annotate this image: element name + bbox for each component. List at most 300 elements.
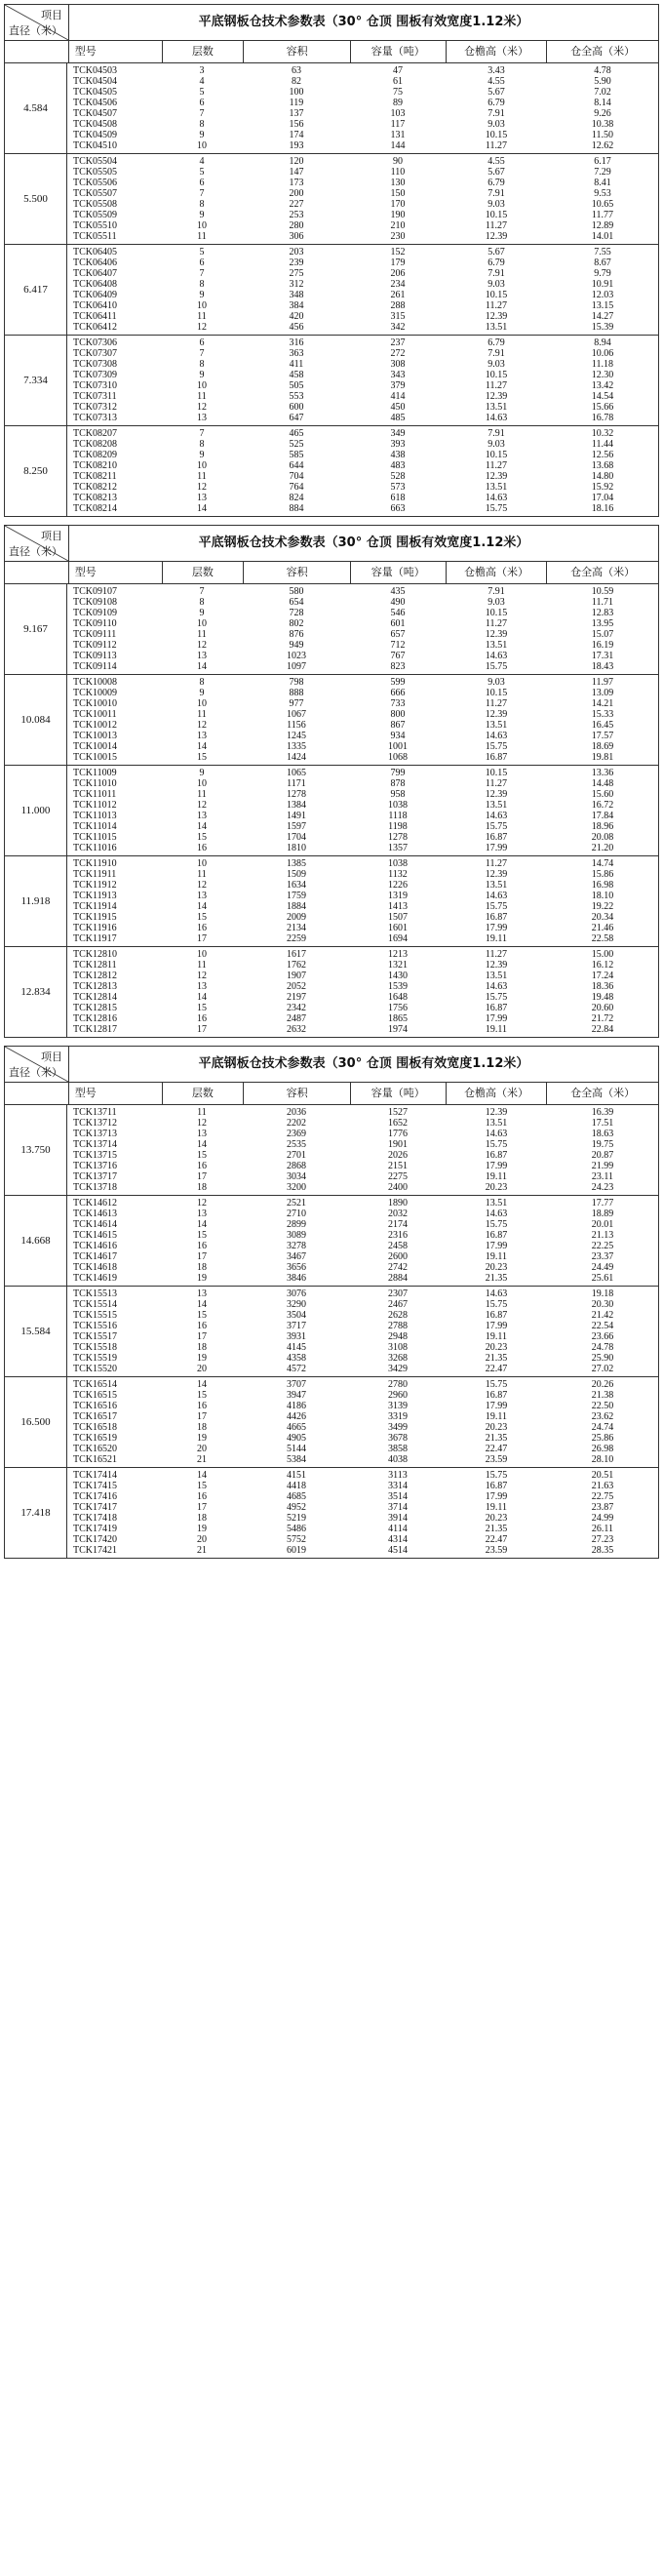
table-cell: 1539: [388, 981, 408, 992]
table-cell: 19: [197, 1524, 207, 1534]
table-cell: 1907: [287, 971, 306, 981]
table-cell: 958: [390, 789, 406, 800]
table-cell: TCK11011: [73, 789, 117, 800]
table-cell: 13: [197, 731, 207, 741]
table-cell: 3467: [287, 1251, 306, 1262]
diameter-group: [5, 856, 658, 947]
table-row: [67, 843, 658, 853]
table-cell: 934: [390, 731, 406, 741]
table-cell: 15: [197, 1150, 207, 1161]
table-cell: 19.11: [485, 1024, 508, 1035]
table-cell: 9: [199, 608, 205, 618]
table-cell: 14.63: [485, 981, 508, 992]
table-cell: 10.59: [591, 586, 614, 597]
table-cell: 14: [197, 661, 207, 672]
table-cell: 5: [199, 87, 205, 98]
diameter-value: 8.250: [5, 426, 67, 516]
table-cell: 977: [289, 698, 304, 709]
table-cell: 1038: [388, 800, 408, 811]
table-header: [5, 526, 658, 562]
table-cell: 20.08: [591, 832, 614, 843]
table-cell: TCK08208: [73, 439, 117, 450]
table-cell: 19.11: [485, 1331, 508, 1342]
table-cell: TCK17418: [73, 1513, 117, 1524]
table-cell: 17: [197, 1331, 207, 1342]
table-cell: 120: [289, 156, 304, 167]
table-cell: 20.34: [591, 912, 614, 923]
table-cell: 438: [390, 450, 406, 460]
column-header: 仓全高（米）: [570, 1087, 636, 1099]
table-cell: 2742: [388, 1262, 408, 1273]
table-cell: 1652: [388, 1118, 408, 1129]
group-rows: [67, 1105, 658, 1195]
table-cell: 8.94: [594, 337, 611, 348]
table-cell: 704: [289, 471, 304, 482]
table-cell: 12.39: [485, 629, 508, 640]
table-cell: 200: [289, 188, 304, 199]
table-cell: 10.15: [485, 130, 508, 140]
table-cell: 9.03: [488, 119, 505, 130]
table-row: [67, 1454, 658, 1465]
table-cell: 18: [197, 1342, 207, 1353]
table-cell: 728: [289, 608, 304, 618]
table-cell: 23.87: [591, 1502, 614, 1513]
table-row: [67, 1401, 658, 1411]
table-cell: 3499: [388, 1422, 408, 1433]
table-cell: 10.06: [591, 348, 614, 359]
table-cell: TCK08211: [73, 471, 117, 482]
table-row: [67, 597, 658, 608]
table-cell: 12.39: [485, 1107, 508, 1118]
table-row: [67, 167, 658, 178]
table-cell: 3278: [287, 1241, 306, 1251]
table-cell: 3714: [388, 1502, 408, 1513]
table-cell: 24.99: [591, 1513, 614, 1524]
table-cell: 11.27: [485, 698, 508, 709]
table-cell: 5144: [287, 1444, 306, 1454]
table-row: [67, 482, 658, 493]
table-cell: 14: [197, 1299, 207, 1310]
table-cell: 15.92: [591, 482, 614, 493]
table-cell: 11: [197, 311, 207, 322]
table-row: [67, 76, 658, 87]
table-cell: 12.39: [485, 231, 508, 242]
table-cell: TCK05510: [73, 220, 117, 231]
table-row: [67, 337, 658, 348]
table-cell: 20.30: [591, 1299, 614, 1310]
table-cell: 230: [390, 231, 406, 242]
table-row: [67, 87, 658, 98]
table-cell: TCK16517: [73, 1411, 117, 1422]
table-cell: 12.56: [591, 450, 614, 460]
table-cell: TCK17414: [73, 1470, 117, 1481]
table-cell: 12.39: [485, 869, 508, 880]
table-cell: 316: [289, 337, 304, 348]
table-cell: 10: [197, 300, 207, 311]
table-cell: 666: [390, 688, 406, 698]
table-cell: 24.74: [591, 1422, 614, 1433]
table-cell: 13.51: [485, 1198, 508, 1209]
table-cell: 11.44: [591, 439, 614, 450]
table-cell: TCK12816: [73, 1013, 117, 1024]
table-cell: 16: [197, 923, 207, 933]
table-cell: 10.15: [485, 370, 508, 380]
table-cell: 14.63: [485, 493, 508, 503]
table-cell: TCK08207: [73, 428, 117, 439]
table-cell: 1413: [388, 901, 408, 912]
table-cell: 1597: [287, 821, 306, 832]
diameter-value: 11.000: [5, 766, 67, 855]
table-row: [67, 1491, 658, 1502]
table-cell: 1776: [388, 1129, 408, 1139]
table-cell: 14.63: [485, 1288, 508, 1299]
group-rows: [67, 63, 658, 153]
table-cell: 16.87: [485, 752, 508, 763]
table-cell: 21.13: [591, 1230, 614, 1241]
table-row: [67, 1299, 658, 1310]
column-header-row: [5, 41, 658, 63]
table-cell: 16.87: [485, 1310, 508, 1321]
table-cell: 308: [390, 359, 406, 370]
table-cell: 6: [199, 98, 205, 108]
table-cell: 147: [289, 167, 304, 178]
table-cell: 2628: [388, 1310, 408, 1321]
diameter-value: 9.167: [5, 584, 67, 674]
table-cell: TCK10011: [73, 709, 117, 720]
table-cell: 7.91: [488, 586, 505, 597]
table-cell: 9.03: [488, 677, 505, 688]
column-header: 仓檐高（米）: [447, 1083, 548, 1104]
table-cell: TCK07311: [73, 391, 117, 402]
table-cell: 7: [199, 586, 205, 597]
table-cell: 306: [289, 231, 304, 242]
table-row: [67, 1444, 658, 1454]
table-cell: 8: [199, 199, 205, 210]
table-cell: 1118: [388, 811, 408, 821]
table-cell: 14: [197, 992, 207, 1003]
table-cell: 8: [199, 119, 205, 130]
table-cell: 19.11: [485, 1251, 508, 1262]
table-cell: 63: [292, 65, 301, 76]
column-header: 容积: [244, 1083, 351, 1104]
table-cell: 2036: [287, 1107, 306, 1118]
table-cell: 348: [289, 290, 304, 300]
column-header: 型号: [69, 1083, 163, 1104]
table-cell: 14.63: [485, 1129, 508, 1139]
table-cell: TCK04507: [73, 108, 117, 119]
table-row: [67, 1288, 658, 1299]
table-cell: 7.55: [594, 247, 611, 258]
table-cell: 490: [390, 597, 406, 608]
table-row: [67, 901, 658, 912]
table-cell: 1491: [287, 811, 306, 821]
table-cell: 15: [197, 912, 207, 923]
table-cell: 21.35: [485, 1353, 508, 1364]
table-row: [67, 156, 658, 167]
table-cell: 312: [289, 279, 304, 290]
table-cell: TCK11917: [73, 933, 117, 944]
table-cell: 20.23: [485, 1262, 508, 1273]
table-cell: TCK09113: [73, 651, 117, 661]
table-cell: 11: [197, 960, 207, 971]
table-row: [67, 1107, 658, 1118]
table-cell: 11.18: [591, 359, 614, 370]
table-cell: 130: [390, 178, 406, 188]
table-cell: 173: [289, 178, 304, 188]
table-cell: TCK15520: [73, 1364, 117, 1374]
table-cell: 13.51: [485, 402, 508, 413]
table-row: [67, 199, 658, 210]
table-cell: 4.78: [594, 65, 611, 76]
diameter-group: [5, 947, 658, 1037]
table-cell: 16.78: [591, 413, 614, 423]
table-cell: TCK08210: [73, 460, 117, 471]
table-cell: 89: [393, 98, 403, 108]
table-cell: 21.63: [591, 1481, 614, 1491]
table-cell: TCK04510: [73, 140, 117, 151]
table-cell: 824: [289, 493, 304, 503]
table-cell: TCK10010: [73, 698, 117, 709]
table-cell: 12: [197, 720, 207, 731]
table-cell: 15: [197, 1003, 207, 1013]
corner-diameter-label: 直径（米）: [9, 546, 62, 558]
table-cell: 384: [289, 300, 304, 311]
table-cell: 2521: [287, 1198, 306, 1209]
table-cell: 11.27: [485, 300, 508, 311]
table-cell: 14: [197, 1379, 207, 1390]
corner-cell: [5, 526, 69, 561]
table-cell: TCK10008: [73, 677, 117, 688]
table-row: [67, 460, 658, 471]
column-header: 容量（吨）: [351, 41, 447, 62]
table-cell: 949: [289, 640, 304, 651]
table-cell: 21.20: [591, 843, 614, 853]
table-cell: 878: [390, 778, 406, 789]
table-cell: 15.60: [591, 789, 614, 800]
spec-table-section: [4, 1046, 659, 1559]
table-cell: 12.89: [591, 220, 614, 231]
table-cell: 10: [197, 460, 207, 471]
table-cell: 3089: [287, 1230, 306, 1241]
table-cell: 11: [197, 231, 207, 242]
table-cell: 7.29: [594, 167, 611, 178]
table-cell: TCK16518: [73, 1422, 117, 1433]
table-cell: 12.39: [485, 391, 508, 402]
table-cell: TCK10015: [73, 752, 117, 763]
corner-item-label: 项目: [41, 1051, 62, 1063]
table-cell: 15: [197, 752, 207, 763]
table-cell: 5.67: [488, 247, 505, 258]
table-cell: 10: [197, 220, 207, 231]
table-cell: 13.51: [485, 640, 508, 651]
table-cell: 20.51: [591, 1470, 614, 1481]
diameter-group: [5, 245, 658, 336]
column-header-row: [5, 562, 658, 584]
table-cell: TCK05507: [73, 188, 117, 199]
table-row: [67, 1230, 658, 1241]
table-row: [67, 1331, 658, 1342]
table-cell: 2052: [287, 981, 306, 992]
table-cell: 1321: [388, 960, 408, 971]
table-cell: 4905: [287, 1433, 306, 1444]
table-cell: TCK15514: [73, 1299, 117, 1310]
corner-diameter-label: 直径（米）: [9, 25, 62, 37]
column-header: 型号: [69, 562, 163, 583]
table-cell: 20.23: [485, 1342, 508, 1353]
table-cell: 16.87: [485, 912, 508, 923]
table-cell: 14.80: [591, 471, 614, 482]
table-cell: 23.59: [485, 1545, 508, 1556]
table-cell: 4952: [287, 1502, 306, 1513]
table-cell: 1810: [287, 843, 306, 853]
table-row: [67, 359, 658, 370]
table-cell: 11: [197, 789, 207, 800]
table-cell: 1430: [388, 971, 408, 981]
table-cell: 22.47: [485, 1444, 508, 1454]
diameter-group: [5, 1196, 658, 1287]
table-cell: TCK07306: [73, 337, 117, 348]
table-cell: 20.23: [485, 1182, 508, 1193]
table-cell: 411: [289, 359, 304, 370]
table-cell: 7.91: [488, 268, 505, 279]
table-cell: 15: [197, 1230, 207, 1241]
table-cell: 18.10: [591, 891, 614, 901]
table-cell: 12.03: [591, 290, 614, 300]
table-cell: 21.35: [485, 1273, 508, 1284]
table-row: [67, 391, 658, 402]
table-cell: 4314: [388, 1534, 408, 1545]
table-cell: 9: [199, 768, 205, 778]
table-cell: 237: [390, 337, 406, 348]
table-cell: TCK14619: [73, 1273, 117, 1284]
table-cell: 528: [390, 471, 406, 482]
table-cell: TCK16519: [73, 1433, 117, 1444]
table-row: [67, 677, 658, 688]
table-cell: TCK14613: [73, 1209, 117, 1219]
group-rows: [67, 245, 658, 335]
table-cell: TCK06409: [73, 290, 117, 300]
table-cell: 1756: [388, 1003, 408, 1013]
table-row: [67, 1171, 658, 1182]
table-cell: TCK17421: [73, 1545, 117, 1556]
table-row: [67, 1321, 658, 1331]
table-cell: 152: [390, 247, 406, 258]
table-row: [67, 1433, 658, 1444]
table-cell: 800: [390, 709, 406, 720]
table-cell: 8: [199, 359, 205, 370]
table-cell: 16.19: [591, 640, 614, 651]
table-cell: 349: [390, 428, 406, 439]
table-row: [67, 800, 658, 811]
table-cell: TCK04506: [73, 98, 117, 108]
table-cell: TCK11015: [73, 832, 117, 843]
table-row: [67, 960, 658, 971]
table-cell: TCK05509: [73, 210, 117, 220]
table-cell: TCK15519: [73, 1353, 117, 1364]
table-cell: 11: [197, 869, 207, 880]
group-rows: [67, 426, 658, 516]
table-cell: 9.03: [488, 597, 505, 608]
table-cell: 15: [197, 1481, 207, 1491]
table-cell: 8.67: [594, 258, 611, 268]
table-cell: 11.27: [485, 380, 508, 391]
table-cell: 16.12: [591, 960, 614, 971]
table-title: 平底钢板仓技术参数表（30° 仓顶 围板有效宽度1.12米）: [198, 535, 529, 550]
table-cell: 7: [199, 348, 205, 359]
table-cell: 1319: [388, 891, 408, 901]
table-row: [67, 661, 658, 672]
table-cell: 75: [393, 87, 403, 98]
table-cell: 525: [289, 439, 304, 450]
table-cell: 17: [197, 1251, 207, 1262]
table-cell: 867: [390, 720, 406, 731]
table-cell: TCK16515: [73, 1390, 117, 1401]
table-row: [67, 741, 658, 752]
table-cell: 4426: [287, 1411, 306, 1422]
table-cell: 16: [197, 1161, 207, 1171]
table-row: [67, 1241, 658, 1251]
table-cell: 2342: [287, 1003, 306, 1013]
table-cell: TCK16521: [73, 1454, 117, 1465]
column-header: 仓全高（米）: [570, 45, 636, 58]
table-cell: TCK06405: [73, 247, 117, 258]
table-cell: 3108: [388, 1342, 408, 1353]
table-cell: 1068: [388, 752, 408, 763]
table-cell: 9: [199, 688, 205, 698]
table-cell: 1527: [388, 1107, 408, 1118]
table-cell: 14.54: [591, 391, 614, 402]
table-cell: 18.63: [591, 1129, 614, 1139]
table-cell: 13: [197, 651, 207, 661]
table-row: [67, 752, 658, 763]
table-cell: 15: [197, 1310, 207, 1321]
table-cell: 2275: [388, 1171, 408, 1182]
table-cell: 10.32: [591, 428, 614, 439]
diameter-value: 4.584: [5, 63, 67, 153]
table-cell: 19.22: [591, 901, 614, 912]
table-cell: 4.55: [488, 76, 505, 87]
table-cell: 23.37: [591, 1251, 614, 1262]
table-row: [67, 493, 658, 503]
table-row: [67, 891, 658, 901]
table-cell: TCK17417: [73, 1502, 117, 1513]
table-cell: 3429: [388, 1364, 408, 1374]
table-cell: 2788: [388, 1321, 408, 1331]
table-cell: 2710: [287, 1209, 306, 1219]
table-cell: 110: [390, 167, 406, 178]
table-row: [67, 279, 658, 290]
table-row: [67, 1182, 658, 1193]
table-cell: 17.99: [485, 1161, 508, 1171]
table-cell: 1694: [388, 933, 408, 944]
table-cell: 4114: [388, 1524, 408, 1534]
table-row: [67, 247, 658, 258]
table-cell: 13.51: [485, 880, 508, 891]
diameter-group: [5, 1105, 658, 1196]
table-cell: TCK12811: [73, 960, 117, 971]
table-cell: 82: [292, 76, 301, 87]
table-cell: 25.90: [591, 1353, 614, 1364]
table-cell: 3139: [388, 1401, 408, 1411]
table-cell: TCK09114: [73, 661, 117, 672]
table-cell: 137: [289, 108, 304, 119]
table-row: [67, 1513, 658, 1524]
table-cell: 2400: [388, 1182, 408, 1193]
table-cell: 483: [390, 460, 406, 471]
table-cell: 4572: [287, 1364, 306, 1374]
table-cell: 11: [197, 391, 207, 402]
table-cell: 2458: [388, 1241, 408, 1251]
